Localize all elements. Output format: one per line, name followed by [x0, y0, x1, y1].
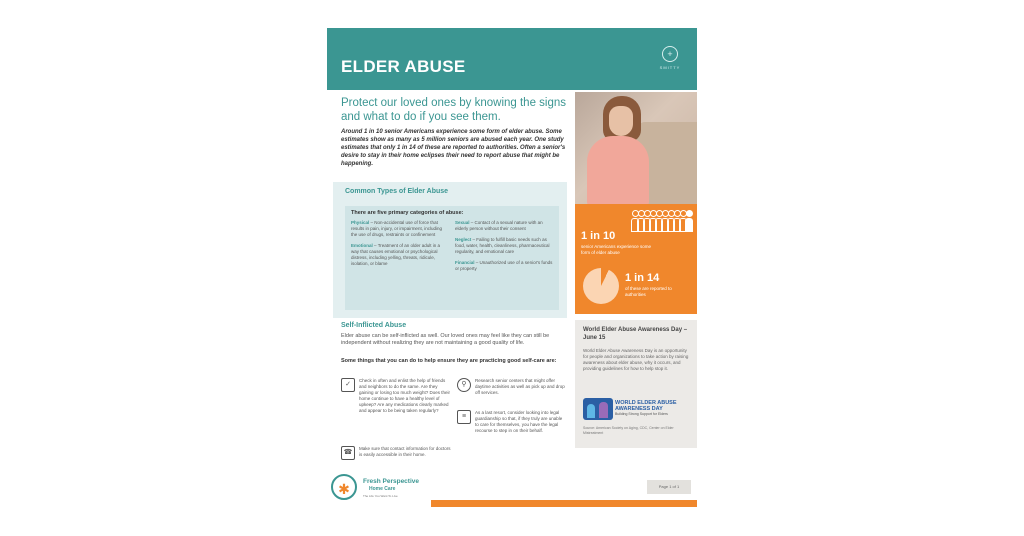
- logo-text: SMITTY: [659, 65, 681, 70]
- weaad-figures-icon: [583, 398, 613, 420]
- person-figure-icon: ✱: [331, 474, 357, 500]
- abuse-types-lead: There are five primary categories of abuse:: [351, 210, 464, 216]
- brand-name: Fresh Perspective: [363, 478, 420, 485]
- tip-senior-centers: Research senior centers that might offer daytime activities as well as pick up and drop off services.: [475, 378, 565, 395]
- awareness-title: World Elder Abuse Awareness Day – June 15: [583, 327, 688, 341]
- weaad-badge-title: WORLD ELDER ABUSE AWARENESS DAY: [615, 400, 677, 412]
- stat-1-in-14: 1 in 14: [625, 272, 660, 284]
- abuse-types-title: Common Types of Elder Abuse: [345, 188, 449, 195]
- pie-chart-icon: [583, 268, 619, 304]
- tip-contact-info: Make sure that contact information for doctors is easily accessible in their home.: [359, 446, 451, 457]
- abuse-type-item: Sexual – Contact of a sexual nature with an elderly person without their consent: [455, 220, 543, 231]
- plus-in-circle-icon: +: [662, 46, 678, 62]
- people-icons: [631, 210, 693, 232]
- checklist-icon: ✓: [341, 378, 355, 392]
- headline: Protect our loved ones by knowing the signs and what to do if you see them.: [341, 97, 567, 123]
- abuse-type-item: Emotional – Treatment of an older adult in a way that causes emotional or psychological distress, including yelling, threats, ridicule, isolation, or blame: [351, 243, 441, 266]
- smitty-logo: [657, 46, 683, 70]
- page-title: ELDER ABUSE: [341, 57, 466, 76]
- tip-check-in: Check in often and enlist the help of friends and neighbors to do the same. Are they gaining or losing too much weight? Does their home continue to have a healthy level of upkeep? Are any medications clearly marked and appear to be being taken regularly?: [359, 378, 451, 413]
- abuse-type-item: Physical – Non-accidental use of force that results in pain, injury, or impairment, including the use of drugs, restraints or confinement: [351, 220, 442, 237]
- stat-1-in-10: 1 in 10: [581, 230, 616, 242]
- awareness-day-box: [575, 320, 697, 448]
- self-inflicted-title: Self-Inflicted Abuse: [341, 322, 407, 329]
- awareness-text: World Elder Abuse Awareness Day is an opportunity for people and organizations to take action by raising awareness about elder abuse, why it occurs, and providing guidelines for how to help stop it.: [583, 348, 689, 371]
- stat-1-description: senior Americans experience some form of elder abuse: [581, 244, 652, 255]
- stats-panel: [575, 204, 697, 314]
- self-care-question: Some things that you can do to help ensure they are practicing good self-care are:: [341, 358, 557, 364]
- page-number: Page 1 of 1: [647, 480, 691, 494]
- abuse-types-inner: [345, 206, 559, 310]
- header-band: [327, 28, 697, 90]
- abuse-types-col-left: [351, 220, 449, 272]
- contact-card-icon: ☎: [341, 446, 355, 460]
- abuse-type-item: Neglect – Failing to fulfill basic needs such as food, water, health, cleanliness, pharmaceutical regularity, and emotional care: [455, 237, 550, 254]
- self-inflicted-text: Elder abuse can be self-inflicted as well. Our loved ones may feel like they can still be independent without realizing they are not maintaining a good quality of life.: [341, 333, 550, 346]
- flyer-page: [327, 28, 697, 510]
- intro-text: Around 1 in 10 senior Americans experience some form of elder abuse. Some estimates show as many as 5 million seniors are abused each year. One study estimates that only 1 in 14 of these are reported to authorities. Often a senior's desire to stay in their home eclipses their need to report abuse that might be happening.: [341, 129, 566, 167]
- weaad-badge: [583, 398, 689, 420]
- brand-tagline: The Life You Want To Live: [363, 494, 398, 498]
- weaad-badge-subtitle: Building Strong Support for Elders: [615, 412, 668, 416]
- abuse-type-item: Financial – Unauthorized use of a senior's funds or property: [455, 260, 553, 271]
- tip-guardianship: As a last resort, consider looking into legal guardianship so that, if they truly are unable to care for themselves, you have the legal recourse to step in on their behalf.: [475, 410, 563, 433]
- stat-2-description: of these are reported to authorities: [625, 286, 672, 297]
- brand-subname: Home Care: [369, 486, 396, 492]
- abuse-types-box: [333, 182, 567, 318]
- awareness-source: Source: American Society on Aging, CDC, Center on Elder Mistreatment: [583, 426, 674, 435]
- fresh-perspective-logo: [331, 470, 431, 502]
- document-icon: ≡: [457, 410, 471, 424]
- senior-woman-photo: [575, 92, 697, 204]
- abuse-types-col-right: [455, 220, 553, 277]
- footer-orange-bar: [431, 500, 697, 507]
- magnifier-icon: ⚲: [457, 378, 471, 392]
